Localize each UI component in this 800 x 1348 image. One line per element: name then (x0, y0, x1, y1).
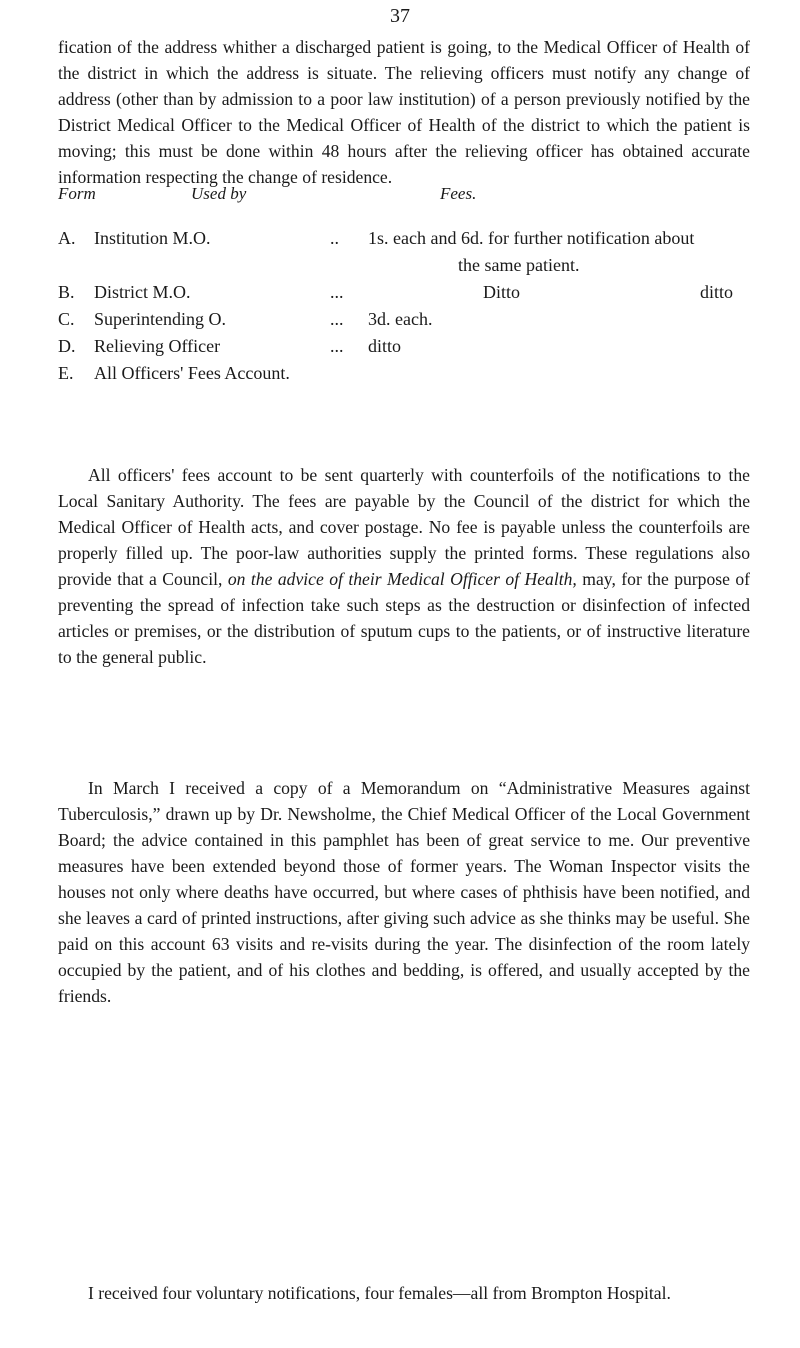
paragraph-notification-of-address: fication of the address whither a discharged patient is going, to the Medical Officer of Health of the district in which the address is situate. The relieving officers must notify any change of address (other than by admission to a poor law institution) of a person previously notified by the District Medical Officer to the Medical Officer of Health of the district to which the patient is moving; this must be done within 48 hours after the relieving officer has obtained accurate information respecting the change of residence. (58, 37, 750, 187)
fee-form-letter: D. (58, 336, 76, 356)
fee-leader-dots: ... (330, 309, 344, 329)
fee-amount: Ditto (483, 282, 521, 302)
fee-form-letter: C. (58, 309, 75, 329)
fee-form-letter: A. (58, 228, 76, 248)
fee-form-letter: E. (58, 363, 74, 383)
fees-table (58, 225, 750, 387)
fee-row-b (58, 279, 750, 306)
fee-used-by: All Officers' Fees Account. (94, 363, 290, 383)
fee-amount: 3d. each. (368, 309, 433, 329)
fee-amount: 1s. each and 6d. for further notification about (368, 228, 695, 248)
fee-row-d (58, 333, 750, 360)
fee-leader-dots: ... (330, 336, 344, 356)
fee-used-by: Relieving Officer (94, 336, 221, 356)
header-used-by: Used by (191, 184, 247, 203)
fees-table-header (58, 184, 750, 208)
paragraph-fees-account (58, 462, 750, 670)
paragraph-tuberculosis-memorandum: In March I received a copy of a Memorandum on “Administrative Measures against Tuberculosis,” drawn up by Dr. Newsholme, the Chief Medical Officer of the Local Government Board; the advice contained in this pamphlet has been of great service to me. Our preventive measures have been extended beyond those of former years. The Woman Inspector visits the houses not only where deaths have occurred, but where cases of phthisis have been notified, and she leaves a card of printed instructions, after giving such advice as she thinks may be useful. She paid on this account 63 visits and re-visits during the year. The disinfection of the room lately occupied by the patient, and of his clothes and bedding, is offered, and usually accepted by the friends. (58, 778, 750, 1006)
fee-used-by: Institution M.O. (94, 228, 211, 248)
header-fees: Fees. (440, 184, 477, 203)
fee-amount: ditto (368, 336, 402, 356)
fee-row-a (58, 225, 750, 252)
paragraph-text: All officers' fees account to be sent quarterly with counterfoils of the notifications to the Local Sanitary Authority. The fees are payable by the Council of the district for which the Medical Officer of Health acts, and cover postage. No fee is payable unless the counterfoils are properly filled up. The poor-law authorities supply the printed forms. These regulations also provide that a Council, (58, 465, 750, 589)
fee-amount-continued: the same patient. (458, 255, 580, 275)
paragraph-voluntary-notifications: I received four voluntary notifications, four females—all from Brompton Hospital. (88, 1283, 671, 1303)
fee-leader-dots: .. (330, 228, 339, 248)
paragraph-italic-text: on the advice of their Medical Officer of Health, (227, 569, 577, 589)
fee-form-letter: B. (58, 282, 75, 302)
page-number: 37 (390, 5, 410, 27)
header-form: Form (58, 184, 96, 203)
fee-ditto-extra: ditto (700, 282, 734, 302)
fee-row-a-continued (58, 252, 750, 279)
fee-row-e (58, 360, 750, 387)
fee-leader-dots: ... (330, 282, 344, 302)
fee-used-by: Superintending O. (94, 309, 226, 329)
fee-used-by: District M.O. (94, 282, 191, 302)
fee-row-c (58, 306, 750, 333)
paragraph-text: may, for the purpose of preventing the spread of infection take such steps as the destruction or disinfection of infected articles or premises, or the distribution of sputum cups to the patients, or of instructive literature to the general public. (58, 569, 751, 667)
